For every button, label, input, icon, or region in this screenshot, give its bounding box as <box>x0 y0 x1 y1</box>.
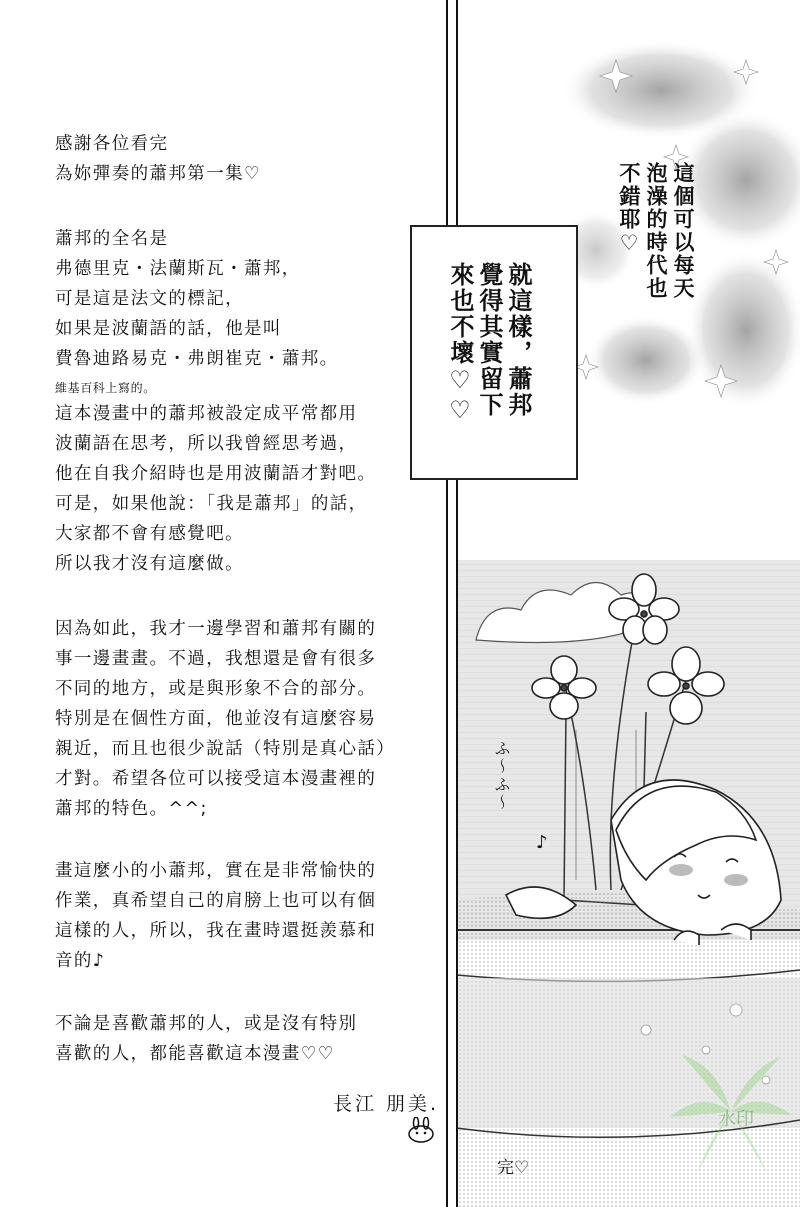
afterword-line: 音的♪ <box>55 951 106 971</box>
afterword-line: 因為如此，我才一邊學習和蕭邦有關的 <box>55 619 377 639</box>
afterword-line: 喜歡的人，都能喜歡這本漫畫♡♡ <box>55 1044 335 1064</box>
afterword-line: 不同的地方，或是與形象不合的部分。 <box>55 679 377 699</box>
afterword-line: 弗德里克・法蘭斯瓦・蕭邦， <box>55 259 301 279</box>
music-note-sfx: ♪ <box>536 832 548 853</box>
afterword-line: 如果是波蘭語的話，他是叫 <box>55 319 282 339</box>
afterword-line: 不論是喜歡蕭邦的人，或是沒有特別 <box>55 1014 358 1034</box>
afterword-line: 才對。希望各位可以接受這本漫畫裡的 <box>55 769 377 789</box>
hum-sfx: ふ～ふ～ <box>492 740 511 812</box>
author-signature: 長江 朋美. <box>333 1093 440 1115</box>
afterword-line: 作業，真希望自己的肩膀上也可以有個 <box>55 891 377 911</box>
rabbit-doodle-icon <box>406 1117 436 1143</box>
afterword-line-small: 維基百科上寫的。 <box>55 381 156 395</box>
afterword-line: 這本漫畫中的蕭邦被設定成平常都用 <box>55 404 358 424</box>
watermark-text: 水印 <box>718 1109 754 1130</box>
afterword-line: 為妳彈奏的蕭邦第一集♡ <box>55 164 262 184</box>
afterword-line: 費魯迪路易克・弗朗崔克・蕭邦。 <box>55 349 339 369</box>
afterword-line: 特別是在個性方面，他並沒有這麼容易 <box>55 709 377 729</box>
afterword-line: 親近，而且也很少說話（特別是真心話） <box>55 739 396 759</box>
afterword-line: 事一邊畫畫。不過，我想還是會有很多 <box>55 649 377 669</box>
afterword-line: 這樣的人，所以，我在畫時還挺羨慕和 <box>55 921 377 941</box>
afterword-line: 他在自我介紹時也是用波蘭語才對吧。 <box>55 464 377 484</box>
speech-text-top-right: 這個可以每天泡澡的時代也不錯耶♡ <box>617 162 695 300</box>
afterword-line: 蕭邦的特色。^^; <box>55 799 208 819</box>
watermark-leaf-icon <box>662 1045 800 1180</box>
afterword-line: 蕭邦的全名是 <box>55 229 169 249</box>
end-mark: 完♡ <box>497 1158 530 1178</box>
afterword-line: 大家都不會有感覺吧。 <box>55 524 244 544</box>
afterword-line: 所以我才沒有這麼做。 <box>55 554 244 574</box>
afterword-line: 波蘭語在思考，所以我曾經思考過， <box>55 434 358 454</box>
afterword-line: 感謝各位看完 <box>55 134 169 154</box>
afterword-line: 畫這麼小的小蕭邦，實在是非常愉快的 <box>55 861 377 881</box>
afterword-line: 可是這是法文的標記， <box>55 289 244 309</box>
afterword-line: 可是，如果他說：「我是蕭邦」的話， <box>55 494 368 514</box>
caption-text: 就這樣，蕭邦覺得其實留下來也不壞♡♡ <box>446 262 532 426</box>
